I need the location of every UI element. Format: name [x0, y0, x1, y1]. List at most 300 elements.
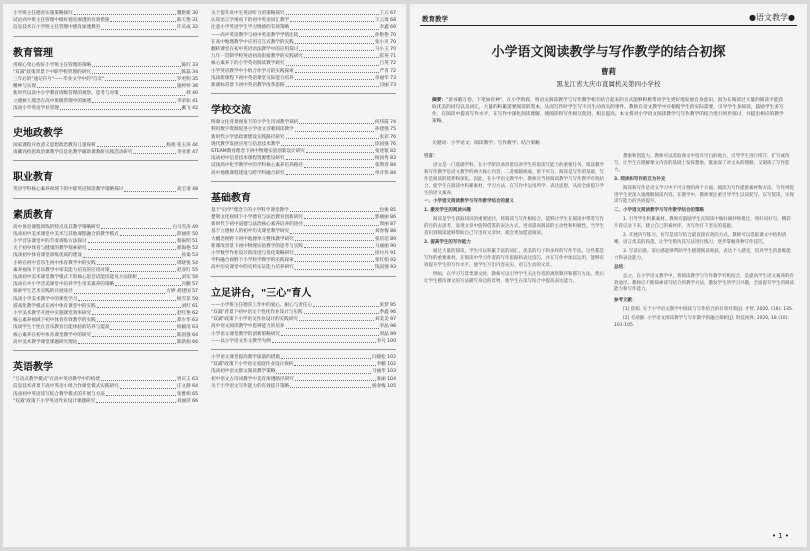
toc-leader-dots [74, 288, 166, 293]
toc-entry-author-page: 戴飞 42 [181, 105, 198, 111]
toc-entry-title: 核心素养视域下初中体育有效教学的实践 [13, 318, 96, 324]
body-paragraph: [2] 毛靖静. 小学语文阅读教学与写作教学的融合探析[J]. 科技视界, 2020, 18 (10): 101-105. [614, 316, 789, 329]
section-heading: 一、小学语文阅读教学与写作教学结合的意义 [424, 199, 514, 205]
body-paragraph: 总之，在小学语文教学中，将阅读教学与写作教学有机结合，是提高学生语文素养的有效途径。教师应不断探索读写结合的教学方法，激发学生的学习兴趣，全面提升学生的阅读能力和写作能力。 [614, 273, 794, 293]
toc-entry-author-page: 李凡 100 [376, 338, 396, 344]
references-heading: 参考文献： [614, 298, 637, 304]
toc-entry-title: 浅谈小学英语学业管理 [13, 105, 59, 111]
toc-entry-title: ——高中英语教学与初中英语教学学情比较 [211, 32, 299, 38]
toc-entry[interactable] [211, 53, 396, 60]
toc-entry-title: 小学语文课堂提高教学质量的措施 [211, 354, 280, 360]
toc-entry[interactable] [211, 148, 396, 155]
toc-entry[interactable] [211, 68, 396, 75]
toc-entry[interactable] [211, 376, 396, 383]
section-divider [13, 160, 198, 161]
toc-entry-title: 利用数字资源促进小学语文诗歌阅读教学 [211, 127, 294, 133]
toc-entry-title: 小学英语教学中小组合作学习的实践探索 [211, 68, 294, 74]
toc-leader-dots [120, 231, 176, 236]
toc-section-heading: 史地政教学 [13, 128, 63, 140]
toc-entry[interactable] [211, 228, 396, 235]
toc-leader-dots [295, 126, 374, 131]
section-divider [211, 181, 396, 182]
toc-entry[interactable] [13, 260, 198, 267]
section-divider [211, 276, 396, 277]
toc-leader-dots [304, 309, 379, 314]
toc-entry-author-page: 郝海艳 52 [176, 246, 198, 252]
toc-entry-author-page: 杨雪菲 59 [176, 296, 198, 302]
toc-entry-author-page: 孙秦 53 [181, 253, 198, 259]
body-paragraph: 3. 写读后感。读后感能够帮助学生梳理阅读收获，表达个人感受，培养学生的思维能力和表达能力。 [614, 248, 791, 261]
toc-entry[interactable] [211, 214, 396, 221]
toc-entry-author-page: 白马雪涛 49 [172, 224, 198, 230]
toc-entry[interactable] [211, 32, 396, 39]
toc-entry-title: 基于"问学"理念下的小学科学课堂教学 [211, 207, 289, 213]
toc-entry-author-page: 周晶 99 [379, 331, 396, 337]
toc-leader-dots [286, 155, 374, 160]
toc-entry-author-page: 赵红艳 62 [176, 311, 198, 317]
toc-entry-author-page: 张利青 84 [374, 163, 396, 169]
toc-entry-title: 基于立德树人的初中历史课堂教学研究 [211, 229, 290, 235]
toc-leader-dots [286, 10, 379, 15]
toc-entry-title: 浅谈小学美术教学中的课堂学习 [13, 296, 78, 302]
toc-entry-title: 浅谈在中小学音美课堂中培养学生审美素养的策略 [13, 282, 115, 288]
toc-leader-dots [105, 76, 176, 81]
toc-leader-dots [281, 354, 371, 359]
toc-entry-author-page: 马小玉 70 [374, 47, 396, 53]
toc-entry-title: 高中语文阅读教学中思辨能力的培养 [211, 324, 285, 330]
toc-entry-author-page: 郑少华 63 [176, 318, 198, 324]
toc-entry-author-page: 李荣如 41 [176, 98, 198, 104]
toc-entry[interactable] [13, 310, 198, 317]
toc-leader-dots [101, 24, 176, 29]
toc-entry[interactable] [211, 10, 396, 17]
toc-entry[interactable] [211, 126, 396, 133]
toc-entry-author-page: 罗更明 35 [176, 77, 198, 83]
toc-leader-dots [281, 141, 374, 146]
toc-entry[interactable] [13, 62, 198, 69]
toc-entry[interactable] [211, 236, 396, 243]
toc-entry-title: 新课标背景下初中英语教学改革思路 [211, 83, 285, 89]
body-paragraph: [1] 焦娟. 关于小学语文教学中阅读与写作结合的有效对策[J]. 才智, 2020, (16): 135. [623, 307, 794, 313]
toc-leader-dots [304, 243, 374, 248]
toc-entry[interactable] [13, 391, 198, 398]
toc-entry-author-page: 包俊 85 [379, 207, 396, 213]
toc-leader-dots [78, 339, 176, 344]
abstract-label: 摘要： [432, 98, 447, 103]
toc-entry[interactable] [13, 24, 198, 31]
toc-leader-dots [290, 17, 374, 22]
toc-entry[interactable] [13, 98, 198, 105]
toc-section-heading: 教育管理 [13, 47, 53, 59]
toc-entry-title: 小学数学作业设计的改进与优化策略研究 [211, 251, 294, 257]
toc-leader-dots [295, 376, 376, 381]
toc-entry[interactable] [13, 376, 198, 383]
toc-entry[interactable] [211, 24, 396, 31]
section-divider [211, 349, 396, 350]
toc-leader-dots [74, 10, 176, 15]
toc-entry[interactable] [211, 141, 396, 148]
toc-entry-title: 浅谈新课程下初中英语课堂交际能力培养 [211, 75, 294, 81]
toc-entry[interactable] [13, 296, 198, 303]
toc-leader-dots [304, 214, 374, 219]
toc-section-heading: 职业教育 [13, 172, 53, 184]
toc-entry-author-page: 李晶 98 [379, 324, 396, 330]
toc-entry[interactable] [211, 264, 396, 271]
body-paragraph: 阅读是学生获取知识的重要途径，将阅读与写作相结合，能够让学生在阅读中带着写作的目的去思考，发现文章中值得借鉴的表达方式，进而提高阅读的主动性和积极性。当学生意识到阅读能够帮助自己写出好文章时，就会更加愿意阅读。 [424, 217, 604, 237]
toc-entry-title: 信息技术在小学班主任管理中德育渗透教育 [13, 25, 101, 31]
body-paragraph: 例如，在学习写景类课文时，教师可以引导学生关注作者的观察顺序和描写方法，然后让学生模仿课文的写法描写身边的景物，使学生在读写结合中提高表达能力。 [424, 271, 604, 284]
toc-entry[interactable] [211, 162, 396, 169]
section-divider [13, 350, 198, 351]
body-paragraph: 阅读和写作是语文学习中不可分割的两个方面。阅读为写作提供素材和方法，写作则促进学生更深入地理解阅读内容。在教学中，教师要注重引导学生以读促写、以写促读，实现读写能力的共同提升。 [614, 185, 794, 205]
section-heading: 总结： [614, 264, 628, 270]
toc-entry-author-page: 刘红 61 [181, 303, 198, 309]
toc-leader-dots [133, 149, 175, 154]
toc-leader-dots [115, 281, 180, 286]
toc-entry-author-page: 章丽华 73 [374, 75, 396, 81]
body-paragraph: 通过大量的阅读，学生可以积累丰富的词汇、优美的句子和多样的写作手法，这些都是写作的重要素材。在阅读中学习作者的写作思路和表达技巧，并在写作中加以运用，能够有效提升学生的写作水平，使学生写出内容充实、语言生动的文章。 [424, 248, 604, 268]
toc-entry[interactable] [211, 75, 396, 82]
toc-entry[interactable] [13, 303, 198, 310]
toc-entry-author-page: 曾庆玉 63 [176, 377, 198, 383]
toc-entry-title: 楚荆文化视域下小学德育与法治教育创新研究 [211, 215, 303, 221]
toc-entry-author-page: 单开伟 84 [374, 170, 396, 176]
section-heading: 3. 阅读和写作的互为补充 [614, 176, 666, 182]
toc-entry[interactable] [211, 361, 396, 368]
toc-leader-dots [290, 24, 378, 29]
toc-entry-author-page: 闫晓松 102 [371, 354, 396, 360]
article-author: 曹莉 [601, 67, 616, 76]
section-heading: 引言： [424, 154, 438, 159]
keywords: 关键词：小学语文；阅读教学；写作教学；结合策略 [432, 141, 540, 146]
toc-entry-author-page: 薛丽彤 50 [176, 231, 198, 237]
toc-entry[interactable] [13, 224, 198, 231]
toc-entry[interactable] [13, 83, 198, 90]
toc-entry-title: 关于初中体育与健康的教学探索研究 [13, 246, 87, 252]
toc-entry[interactable] [211, 82, 396, 89]
section-divider [13, 36, 198, 37]
toc-entry-title: 浅谈初中美术课堂中美术与其他课程融合的教学模式 [13, 231, 119, 237]
toc-entry-title: 认知语言学视角下的初中英语词汇教学 [211, 18, 290, 24]
toc-entry[interactable] [13, 105, 198, 112]
toc-entry-author-page: 冯鹏 57 [181, 282, 198, 288]
toc-leader-dots [92, 332, 176, 337]
toc-entry-author-page: 刘军 56 [181, 275, 198, 281]
toc-entry[interactable] [211, 250, 396, 257]
toc-entry-title: 高中历史课堂中的史料实证能力培养研究 [211, 265, 294, 271]
toc-leader-dots [276, 368, 371, 373]
toc-entry-title: 核心素养下的小学英语阅读教学研究 [211, 61, 285, 67]
toc-leader-dots [286, 323, 379, 328]
toc-entry-title: 小学音乐课堂中的节奏训练方法探讨 [13, 239, 87, 245]
toc-entry[interactable] [211, 46, 396, 53]
toc-entry[interactable] [211, 257, 396, 264]
toc-leader-dots [286, 134, 379, 139]
toc-entry[interactable] [13, 332, 198, 339]
toc-entry-title: 新课改背景下初中物理实验教学的思考与实践 [211, 243, 303, 249]
toc-leader-dots [124, 186, 176, 191]
toc-entry[interactable] [211, 309, 396, 316]
toc-leader-dots [101, 376, 176, 381]
toc-entry[interactable] [13, 17, 198, 24]
toc-entry-title: 国家课程开放意义思想政治教育儿童探析 [13, 143, 96, 149]
toc-entry-title: "双减"政策下小学语文作业设计的实践研究 [211, 317, 298, 323]
toc-leader-dots [295, 68, 379, 73]
toc-entry-title: 小学语文课堂教学的创新策略研究 [211, 331, 280, 337]
toc-section-heading: 英语教学 [13, 362, 53, 374]
toc-entry-title: "互动式教学模式"在高中英语教学中的构建 [13, 377, 100, 383]
toc-entry-title: "双减"政策背景下中职学校管理的研究 [13, 69, 91, 75]
body-paragraph: 2. 开展仿写练习。仿写是读写结合最直接有效的方式。教师可以选取课文中结构清晰、语言优美的段落，让学生模仿其写法进行练习，逐步掌握各种写作技巧。 [614, 233, 787, 245]
toc-leader-dots [286, 170, 374, 175]
toc-leader-dots [37, 83, 176, 88]
toc-entry-author-page: 王云琦 68 [374, 18, 396, 24]
toc-entry[interactable] [13, 76, 198, 83]
toc-entry-author-page: 高宝请 48 [176, 187, 198, 193]
toc-entry[interactable] [13, 231, 198, 238]
toc-leader-dots [97, 317, 176, 322]
toc-leader-dots [304, 221, 379, 226]
section-divider [13, 198, 198, 199]
toc-entry-author-page: 方婷 胡建国 57 [166, 289, 198, 295]
toc-entry-author-page: 孙艳艳 70 [374, 32, 396, 38]
section-divider [211, 93, 396, 94]
section-heading: 2. 提高学生的写作能力 [424, 239, 471, 245]
toc-entry[interactable] [211, 338, 396, 345]
toc-entry-author-page: 赵彦红 55 [176, 267, 198, 273]
toc-leader-dots [120, 90, 185, 95]
toc-entry[interactable] [13, 252, 198, 259]
toc-entry-title: 精神与实现 [13, 84, 36, 90]
toc-leader-dots [96, 398, 176, 403]
toc-entry[interactable] [13, 317, 198, 324]
body-paragraph: 想象和创造力。教师可以选取课文中留有空白的地方，引导学生进行续写、扩写或改写，让学生在理解课文内容的基础上发挥想象，既加深了对文本的理解，又锻炼了写作能力。 [614, 154, 790, 173]
toc-entry[interactable] [13, 245, 198, 252]
toc-entry-title: 浅谈初中美术课堂教学模式下的核心思音话能技能及方法探析 [13, 275, 138, 281]
toc-leader-dots [306, 148, 374, 153]
toc-entry-author-page: 陈国强 64 [176, 332, 198, 338]
toc-entry[interactable] [13, 281, 198, 288]
toc-entry-title: 注意小学英语学生学习情感的有效策略 [211, 25, 290, 31]
body-paragraph: 语文是一门基础学科，在小学阶段承担着培养学生听说读写能力的重要任务。阅读教学和写作教学是语文教学的两大核心内容，二者相辅相成、密不可分。阅读是写作的基础，写作是阅读的延伸和深化。因此，在小学语文教学中，教师应当将阅读教学与写作教学有机结合，使学生在阅读中积累素材、学习方法，在写作中运用所学、表达思想，从而全面提升学生的语文素养。 [424, 162, 604, 196]
toc-entry-author-page: 陈红 33 [181, 62, 198, 68]
toc-column-left [13, 10, 198, 405]
toc-leader-dots [290, 207, 379, 212]
toc-entry-author-page: 周丽 87 [379, 222, 396, 228]
toc-entry-author-page: 闫丽 73 [379, 83, 396, 89]
toc-entry-author-page: 徐国强 76 [374, 141, 396, 147]
toc-entry-author-page: 李鑫 69 [379, 25, 396, 31]
toc-entry[interactable] [211, 368, 396, 375]
toc-leader-dots [313, 302, 378, 307]
toc-leader-dots [110, 17, 175, 22]
abstract [432, 97, 784, 125]
abstract-text: "读书破万卷，下笔如有神"，在小学阶段，将语文阅读教学与写作教学相互结合起来的方式能够积极带动学生更好地发展自身意识。因为在阅读过大量的阅读才能获取优美的词句以及词汇，大量的积累需要阅读的资本，从而写作时学生写不出生动真实的事件。教师在语文教学中应根据学生的实际需要，引导学生多阅读，鼓励学生多写作，在阅读中提高写作水平，在写作中深化阅读理解，使阅读和写作相互促进、相互提高。本文将对小学语文阅读教学与写作教学的结合进行初步探讨，并提出相应的教学策略。 [432, 98, 784, 124]
toc-entry-author-page: 王五 67 [379, 11, 396, 16]
toc-entry[interactable] [211, 170, 396, 177]
toc-leader-dots [92, 310, 176, 315]
body-paragraph: 1. 引导学生积累素材。教师应鼓励学生在阅读中做好摘抄和批注，将好词好句、精彩片段记录下来，建立自己的素材库，为写作打下坚实的基础。 [614, 217, 791, 230]
toc-entry[interactable] [211, 119, 396, 126]
toc-leader-dots [92, 69, 181, 74]
toc-entry[interactable] [13, 383, 198, 390]
toc-entry-title: 南藏高校思政治课教学信息化教学辅助课教研实践活动研究 [13, 150, 133, 156]
toc-leader-dots [97, 260, 176, 265]
toc-entry[interactable] [13, 186, 198, 193]
toc-entry[interactable] [211, 243, 396, 250]
toc-entry[interactable] [211, 134, 396, 141]
toc-entry[interactable] [13, 324, 198, 331]
toc-entry-author-page: 魏艳新 30 [176, 11, 198, 16]
toc-entry[interactable] [13, 149, 198, 156]
toc-entry[interactable] [13, 238, 198, 245]
toc-entry-title: 小班在初中音乐生初中体育教学中的实践 [13, 260, 96, 266]
toc-entry-title: 学科融合视野下小学科学教学的实践探索 [211, 258, 294, 264]
toc-leader-dots [281, 331, 379, 336]
toc-entry-author-page: 徐丹丹 91 [374, 251, 396, 257]
toc-entry-author-page: 张红娟 92 [374, 258, 396, 264]
toc-leader-dots [88, 245, 176, 250]
toc-entry[interactable] [13, 398, 198, 405]
toc-entry-author-page: 张培培 89 [374, 236, 396, 242]
toc-entry[interactable] [13, 288, 198, 295]
toc-entry[interactable] [211, 302, 396, 309]
toc-leader-dots [97, 142, 166, 147]
toc-entry-title: 小学班主任德育实施策略探究 [13, 11, 73, 16]
toc-section-heading: 素质教育 [13, 209, 53, 221]
toc-leader-dots [97, 303, 181, 308]
toc-entry-title: 新时代小学思政课建设实践路径研究 [211, 134, 285, 140]
toc-entry-author-page: 吕英 72 [379, 61, 396, 67]
toc-entry-title: 素养视角下音乐教学中审美能力培育的应用对策 [13, 267, 110, 273]
toc-entry-title: "双减"政策下小学英语作业设计课题研究 [13, 398, 96, 404]
toc-leader-dots [304, 53, 379, 58]
toc-leader-dots [295, 39, 374, 44]
toc-leader-dots [286, 60, 379, 65]
toc-entry-author-page: 郭丽丽 86 [374, 215, 396, 221]
toc-entry-author-page: 郝 40 [186, 91, 198, 97]
toc-entry-title: 浅谈初中语文群文阅读教学策略 [211, 369, 276, 375]
section-heading: 二、小学语文阅读教学与写作教学结合的策略 [614, 208, 704, 214]
toc-leader-dots [60, 105, 181, 110]
toc-entry-title: 浅谈初中信息技术课程资源建设研究 [211, 156, 285, 162]
toc-leader-dots [120, 383, 176, 388]
toc-leader-dots [286, 82, 379, 87]
toc-leader-dots [299, 32, 374, 37]
section-heading: 1. 激发学生的阅读兴趣 [424, 208, 471, 214]
toc-leader-dots [88, 238, 176, 243]
toc-entry[interactable] [13, 90, 198, 97]
toc-entry[interactable] [13, 339, 198, 346]
toc-entry-author-page: 李鹏 102 [376, 362, 396, 368]
toc-entry-title: 终端文化背景视角下的小学生诗词教学探析 [211, 120, 299, 126]
toc-column-right [211, 10, 396, 390]
toc-entry[interactable] [211, 323, 396, 330]
toc-leader-dots [290, 383, 371, 388]
toc-entry-author-page: 钱国强 93 [374, 265, 396, 271]
toc-leader-dots [304, 162, 374, 167]
toc-entry-title: 高中地理课程建设与跨学科融合研究 [211, 170, 285, 176]
toc-entry-author-page: 张梦 95 [379, 302, 396, 308]
toc-entry[interactable] [13, 267, 198, 274]
toc-leader-dots [78, 296, 176, 301]
toc-entry-title: 信息技术背景下高中英语小组合作课堂模式实践研究 [13, 384, 119, 390]
article-title: 小学语文阅读教学与写作教学的结合初探 [491, 45, 726, 60]
toc-entry-title: 新时代下初中道德与法治核心素养培养的途径 [211, 222, 303, 228]
toc-leader-dots [299, 119, 374, 124]
toc-entry-title: 立德树人理念在高中班级管理中的渗透 [13, 98, 92, 104]
toc-entry[interactable] [13, 10, 198, 17]
toc-entry-author-page: 陈新娟 66 [176, 339, 198, 345]
toc-entry[interactable] [211, 383, 396, 390]
toc-leader-dots [83, 252, 181, 257]
toc-entry-title: 游戏化教学模式在初中体育课堂中的实践 [13, 303, 96, 309]
toc-entry-author-page: 杨颖清 63 [176, 325, 198, 331]
toc-leader-dots [295, 257, 374, 262]
toc-entry-author-page: 杨春梅 105 [371, 383, 396, 389]
toc-entry[interactable] [211, 17, 396, 24]
toc-entry-author-page: 李亚新 47 [176, 150, 198, 156]
toc-entry-title: 三年后的"速记符号"——毕业文学中的"自卖" [13, 77, 105, 83]
toc-entry-author-page: 杨国秀 83 [374, 156, 396, 162]
toc-leader-dots [272, 338, 376, 343]
toc-entry-author-page: 刘春梅 88 [374, 229, 396, 235]
toc-leader-dots [110, 267, 175, 272]
toc-entry[interactable] [211, 207, 396, 214]
toc-entry[interactable] [211, 60, 396, 67]
toc-entry-author-page: 庄文静 64 [176, 384, 198, 390]
toc-entry-author-page: 张彩 76 [379, 134, 396, 140]
toc-entry[interactable] [13, 69, 198, 76]
toc-leader-dots [110, 324, 175, 329]
toc-entry-title: "双减"政策下小学语文家庭作业设计探析 [211, 362, 294, 368]
toc-section-heading: 学校交流 [211, 105, 251, 117]
toc-entry-title: STEAM教育理念下初中物理实验创新设计研究 [211, 149, 305, 155]
toc-entry[interactable] [211, 221, 396, 228]
toc-leader-dots [138, 274, 180, 279]
toc-entry[interactable] [13, 274, 198, 281]
toc-entry-author-page: 蔡振明 51 [176, 239, 198, 245]
toc-entry-title: 探索学生艺术实践的开展途径 [13, 289, 73, 295]
toc-entry[interactable] [211, 331, 396, 338]
toc-entry-author-page: 马丽华 103 [371, 369, 396, 375]
toc-entry-title: 在高中地理教学中应用交互式教学的实践 [211, 39, 294, 45]
toc-entry-title: 英语学科核心素养视域下的中职英语阅读教学策略探讨 [13, 187, 124, 193]
article-affiliation: 黑龙江省大庆市直属机关第四小学校 [556, 80, 661, 88]
toc-entry-title: 用规心变心构好小学班主任管理的策略 [13, 62, 92, 68]
toc-entry-title: 小学美术教学开展中实施课堂效率研究 [13, 311, 92, 317]
toc-entry-author-page: 杨燕 张玉涛 44 [166, 143, 198, 149]
toc-entry-title: ——小学班主任德育工作中的爱心、耐心与责任心 [211, 302, 313, 308]
toc-entry[interactable] [13, 142, 198, 149]
header-rule [420, 25, 797, 26]
toc-entry[interactable] [211, 39, 396, 46]
toc-entry-author-page: 张述银 82 [374, 149, 396, 155]
toc-leader-dots [290, 228, 374, 233]
toc-page [3, 4, 406, 547]
toc-entry[interactable] [211, 316, 396, 323]
toc-entry-author-page: 施婷婷 36 [176, 84, 198, 90]
toc-leader-dots [295, 236, 374, 241]
toc-entry[interactable] [211, 354, 396, 361]
toc-entry[interactable] [211, 155, 396, 162]
toc-entry-title: 初中语文古诗词教学中美育渗透路径研究 [211, 376, 294, 382]
toc-leader-dots [295, 75, 374, 80]
page-number: • 1 • [771, 532, 789, 540]
toc-entry-title: 现代教学发展应用与信息技术教学 [211, 141, 280, 147]
running-header-left: 教育教学 [422, 15, 448, 23]
toc-entry-author-page: 崔英 71 [379, 54, 396, 60]
